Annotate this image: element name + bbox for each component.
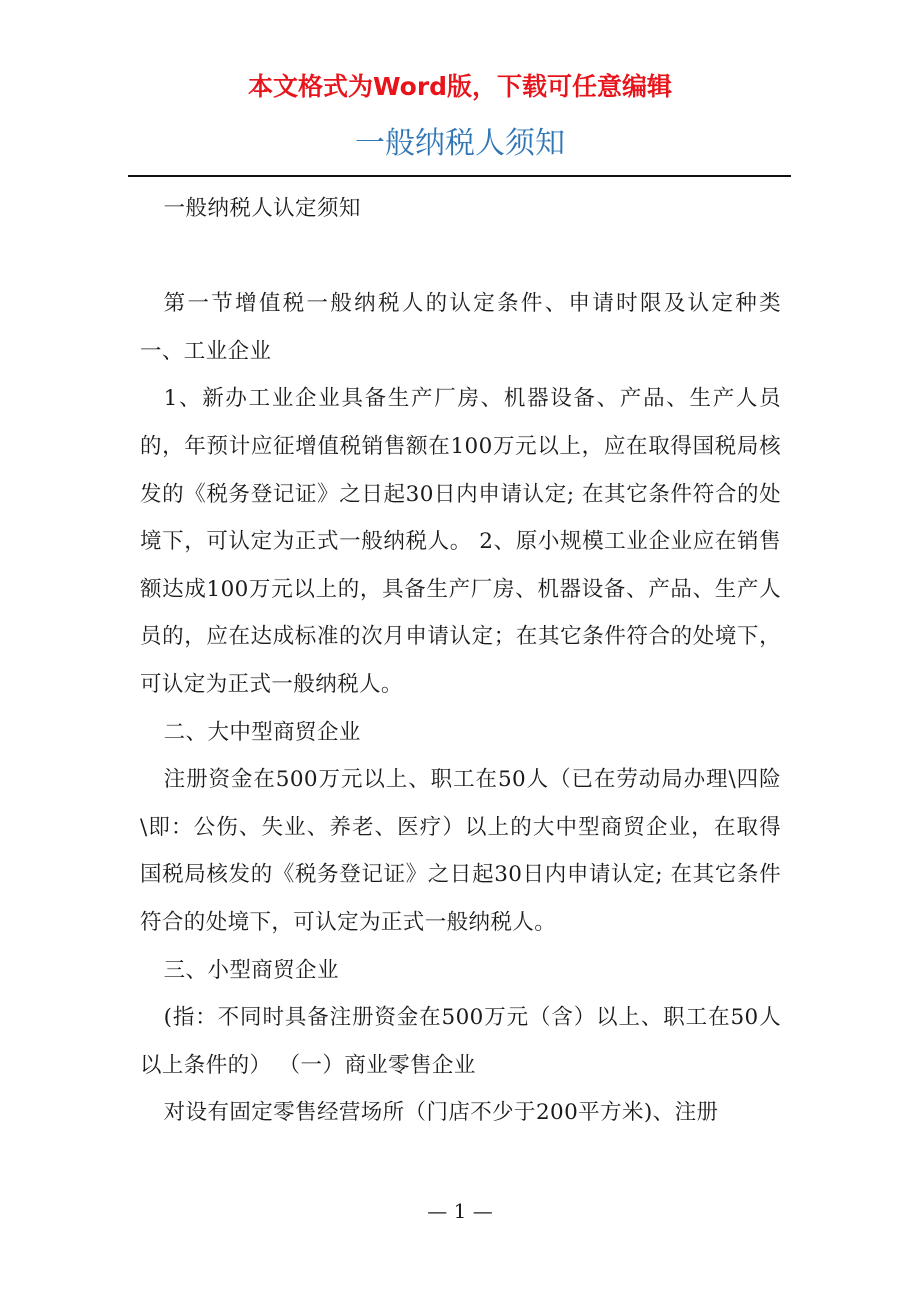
document-body xyxy=(140,185,781,1137)
body-paragraph: 第一节增值税一般纳税人的认定条件、申请时限及认定种类 一、工业企业 xyxy=(140,291,781,364)
body-paragraph: 注册资金在500万元以上、职工在50人（已在劳动局办理\四险\即：公伤、失业、养老、医疗）以上的大中型商贸企业，在取得国税局核发的《税务登记证》之日起30日内申请认定; 在其它条件符合的处境下，可认定为正式一般纳税人。 xyxy=(140,767,781,935)
body-paragraph: 对设有固定零售经营场所（门店不少于200平方米)、注册 xyxy=(163,1100,719,1126)
section-heading: 三、小型商贸企业 xyxy=(163,957,339,983)
body-paragraph: (指：不同时具备注册资金在500万元（含）以上、职工在50人以上条件的） （一）商业零售企业 xyxy=(140,1005,781,1078)
page-number: — 1 — xyxy=(427,1199,493,1223)
document-title: 一般纳税人须知 xyxy=(355,126,565,161)
download-notice-banner: 本文格式为Word版，下载可任意编辑 xyxy=(247,72,673,101)
body-paragraph: 1、新办工业企业具备生产厂房、机器设备、产品、生产人员的，年预计应征增值税销售额在100万元以上，应在取得国税局核发的《税务登记证》之日起30日内申请认定; 在其它条件符合的处境下，可认定为正式一般纳税人。 2、原小规模工业企业应在销售额达成100万元以上的，具备生产厂房、机器设备、产品、生产人员的，应在达成标准的次月申请认定；在其它条件符合的处境下，可认定为正式一般纳税人。 xyxy=(140,386,781,697)
title-divider xyxy=(128,175,791,177)
section-heading: 二、大中型商贸企业 xyxy=(163,719,361,745)
blank-line xyxy=(140,233,781,281)
section-heading: 一般纳税人认定须知 xyxy=(163,196,361,221)
